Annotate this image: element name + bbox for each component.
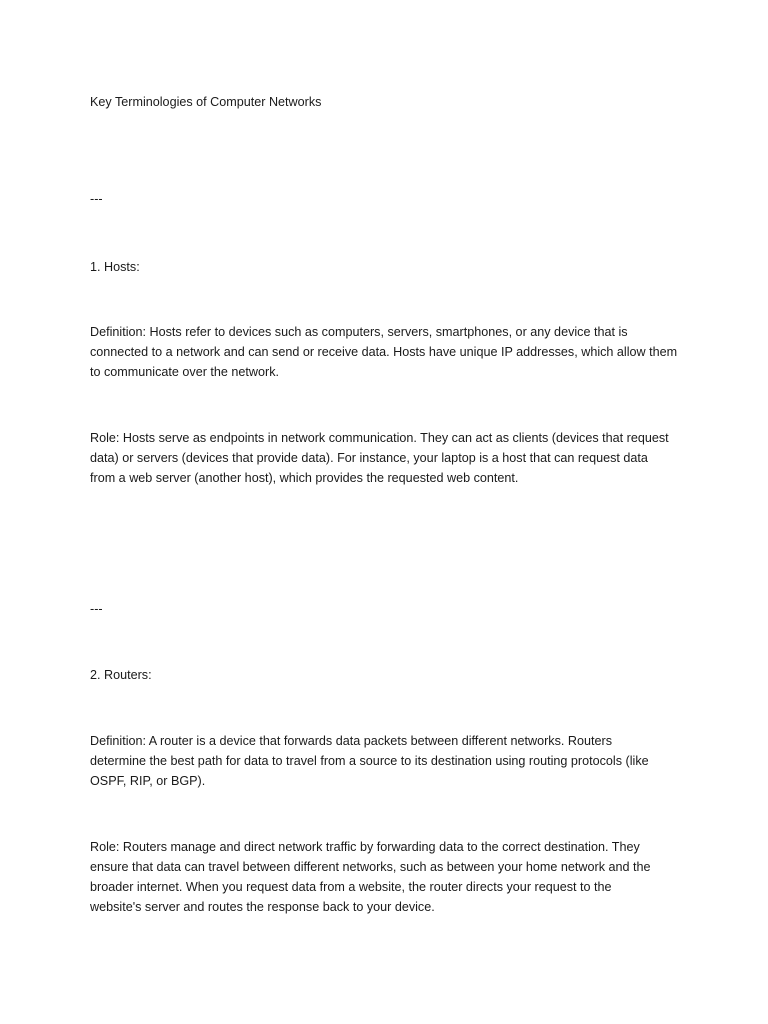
paragraph-line: broader internet. When you request data from a website, the router directs your request to the: [90, 880, 612, 894]
paragraph-line: determine the best path for data to travel from a source to its destination using routing protocols (like: [90, 754, 649, 768]
paragraph-line: connected to a network and can send or receive data. Hosts have unique IP addresses, which allow them: [90, 345, 678, 359]
paragraph-line: Definition: A router is a device that forwards data packets between different networks. Routers: [90, 734, 612, 748]
paragraph-line: from a web server (another host), which provides the requested web content.: [90, 471, 519, 485]
paragraph-line: Role: Routers manage and direct network traffic by forwarding data to the correct destination. They: [90, 840, 640, 854]
paragraph-line: data) or servers (devices that provide data). For instance, your laptop is a host that can request data: [90, 451, 648, 465]
paragraph-line: website's server and routes the response back to your device.: [90, 900, 435, 914]
separator-1: ---: [90, 192, 103, 206]
paragraph-line: ensure that data can travel between different networks, such as between your home network and the: [90, 860, 651, 874]
section-2-definition: [90, 731, 690, 791]
paragraph-line: Definition: Hosts refer to devices such as computers, servers, smartphones, or any device that is: [90, 325, 628, 339]
paragraph-line: OSPF, RIP, or BGP).: [90, 774, 206, 788]
document-title: Key Terminologies of Computer Networks: [90, 95, 322, 109]
paragraph-line: Role: Hosts serve as endpoints in network communication. They can act as clients (devices that request: [90, 431, 669, 445]
section-1-definition: [90, 322, 690, 382]
separator-2: ---: [90, 602, 103, 616]
section-2-role: [90, 837, 690, 917]
section-2-heading: 2. Routers:: [90, 668, 152, 682]
section-1-heading: 1. Hosts:: [90, 260, 140, 274]
section-1-role: [90, 428, 690, 488]
paragraph-line: to communicate over the network.: [90, 365, 279, 379]
